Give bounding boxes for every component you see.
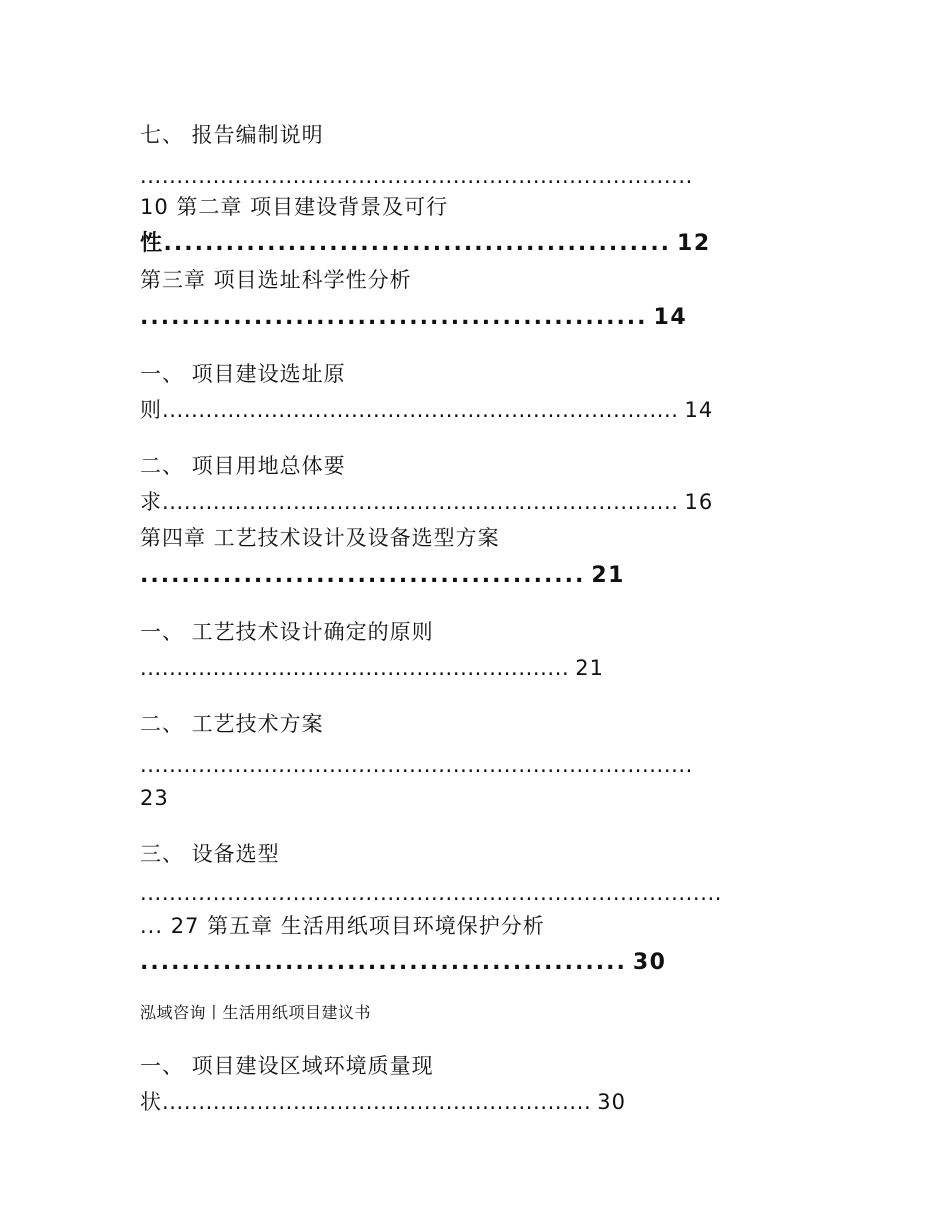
toc-page-number: 23 [140, 786, 169, 810]
toc-entry-chapter-3: 第三章 项目选址科学性分析 [140, 268, 412, 292]
toc-leader-dots: ............................................... [140, 950, 627, 975]
toc-entry-chapter-4-cont [140, 565, 625, 587]
toc-leader-dots: ....................................................................... [162, 490, 679, 514]
toc-entry-chapter-3-cont [140, 307, 687, 329]
toc-entry-site-principles: 一、 项目建设选址原 [140, 362, 346, 386]
toc-page-number: 16 [684, 490, 714, 514]
toc-entry-chapter-2-cont [140, 233, 711, 255]
toc-leader-dots: ........................................... [140, 563, 586, 588]
toc-entry-text: 则 [140, 398, 162, 422]
toc-leader-dots: ............................................................................ [140, 164, 693, 188]
toc-page-number: 30 [597, 1090, 626, 1114]
toc-entry-report-notes: 七、 报告编制说明 [140, 123, 324, 147]
toc-page-number: 14 [653, 305, 688, 330]
toc-entry-text: 性 [140, 231, 164, 256]
toc-entry-chapter-4: 第四章 工艺技术设计及设备选型方案 [140, 526, 500, 550]
toc-entry-process-plan: 二、 工艺技术方案 [140, 712, 324, 736]
toc-entry-environment-quality-cont [140, 1092, 626, 1113]
toc-page-number: 30 [632, 950, 667, 975]
toc-leader-dots: ................................................................................ [140, 881, 723, 905]
toc-leader-dots: ........................................................... [162, 1090, 592, 1114]
toc-entry-text: 状 [140, 1090, 162, 1114]
toc-leader-dots: ................................................. [140, 305, 648, 330]
toc-entry-process-principles: 一、 工艺技术设计确定的原则 [140, 620, 434, 644]
toc-entry-text: 求 [140, 490, 162, 514]
toc-entry-site-principles-cont [140, 400, 713, 421]
toc-page-number: 12 [677, 231, 711, 256]
toc-entry-land-requirements: 二、 项目用地总体要 [140, 454, 346, 478]
toc-entry-equipment-selection: 三、 设备选型 [140, 842, 280, 866]
toc-entry-land-requirements-cont [140, 492, 713, 513]
page-header: 泓域咨询丨生活用纸项目建议书 [140, 1003, 372, 1022]
toc-leader-dots: ............................................................................ [140, 753, 693, 777]
toc-entry-chapter-2: 10 第二章 项目建设背景及可行 [140, 195, 449, 219]
toc-entry-chapter-5: ... 27 第五章 生活用纸项目环境保护分析 [140, 914, 545, 938]
toc-leader-dots: ........................................................... [140, 656, 570, 680]
toc-page-number: 21 [575, 656, 604, 680]
toc-entry-process-principles-cont [140, 658, 604, 679]
toc-page-number: 21 [591, 563, 625, 588]
toc-entry-environment-quality: 一、 项目建设区域环境质量现 [140, 1054, 434, 1078]
toc-leader-dots: ................................................. [163, 231, 672, 256]
toc-leader-dots: ....................................................................... [162, 398, 679, 422]
toc-entry-chapter-5-cont [140, 952, 666, 974]
toc-page-number: 14 [684, 398, 714, 422]
